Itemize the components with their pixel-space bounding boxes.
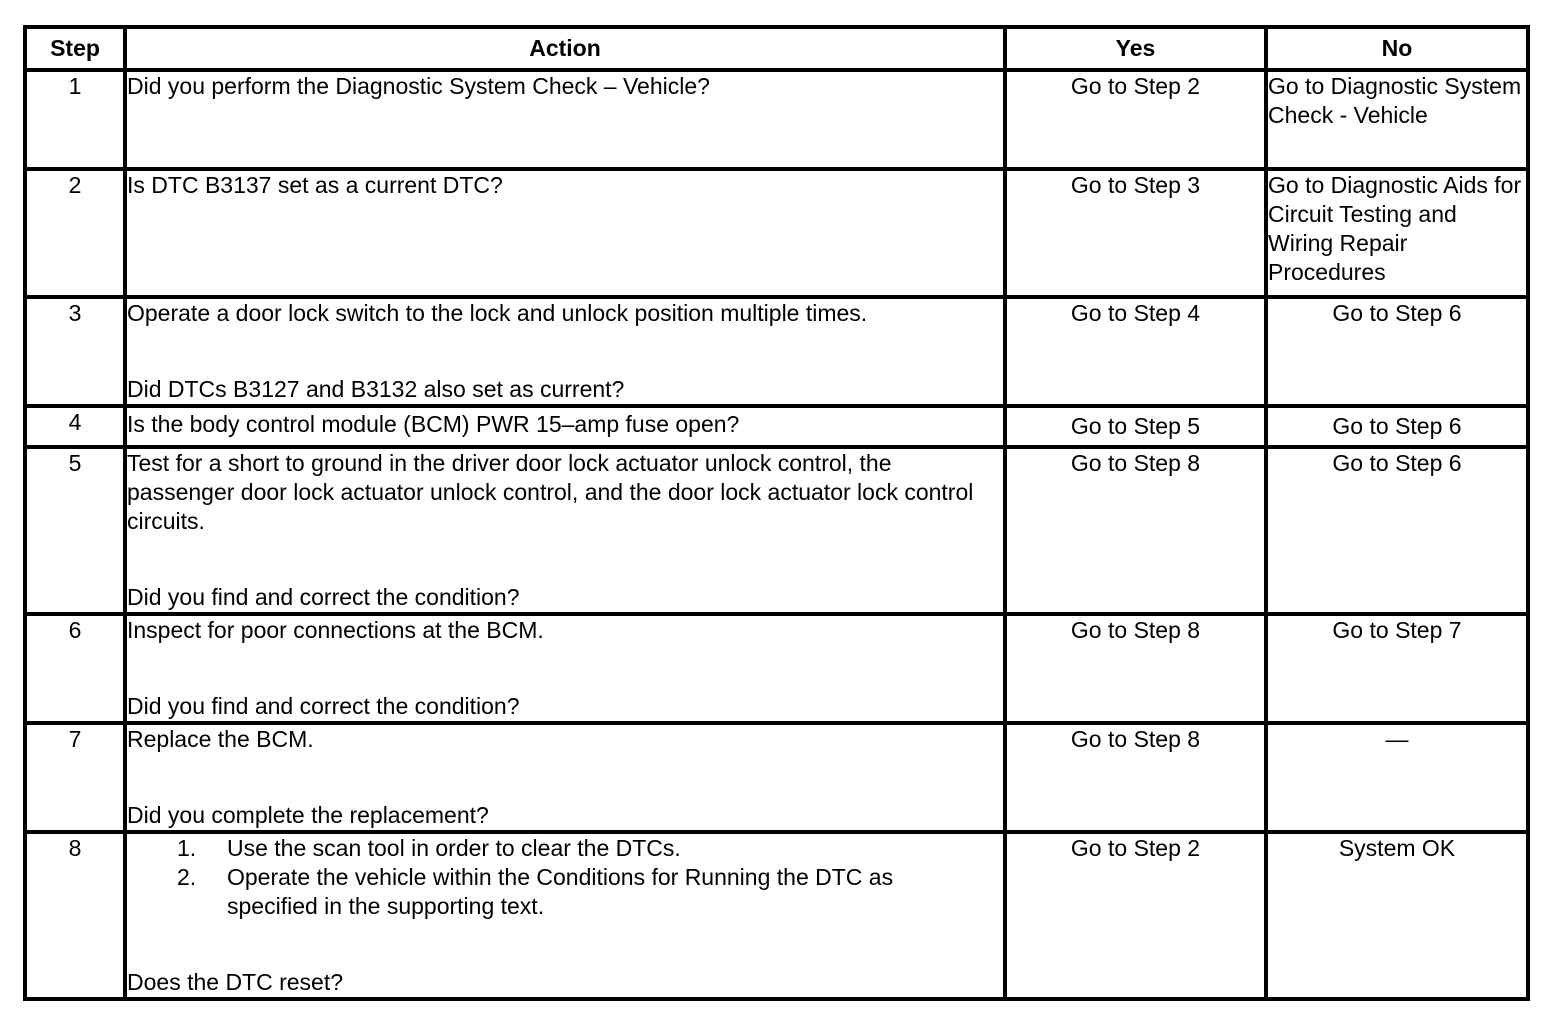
list-item: [177, 834, 1003, 863]
table-row: [25, 723, 1528, 832]
table-row: [25, 297, 1528, 406]
no-cell: Go to Step 6: [1266, 406, 1528, 447]
action-text: Is DTC B3137 set as a current DTC?: [127, 172, 503, 198]
table-row: [25, 832, 1528, 999]
action-text: Inspect for poor connections at the BCM.: [127, 617, 544, 643]
yes-cell: Go to Step 8: [1005, 723, 1266, 832]
action-cell: [125, 723, 1005, 832]
step-number: 1: [25, 70, 125, 169]
no-cell: Go to Diagnostic System Check - Vehicle: [1266, 70, 1528, 169]
step-number: 2: [25, 169, 125, 297]
yes-cell: Go to Step 8: [1005, 447, 1266, 614]
step-number: 8: [25, 832, 125, 999]
list-text: Operate the vehicle within the Conditions for Running the DTC as specified in the supporting text.: [227, 864, 894, 919]
list-text: Use the scan tool in order to clear the DTCs.: [227, 835, 681, 861]
yes-cell: Go to Step 2: [1005, 70, 1266, 169]
no-cell: System OK: [1266, 832, 1528, 999]
header-action: Action: [125, 27, 1005, 70]
action-text: Replace the BCM.: [127, 726, 314, 752]
yes-cell: Go to Step 8: [1005, 614, 1266, 723]
no-cell: Go to Step 6: [1266, 297, 1528, 406]
action-question: Did you complete the replacement?: [127, 802, 489, 828]
action-text: Operate a door lock switch to the lock and unlock position multiple times.: [127, 300, 868, 326]
no-cell: Go to Step 7: [1266, 614, 1528, 723]
table-row: [25, 447, 1528, 614]
table-row: [25, 614, 1528, 723]
table-row: [25, 406, 1528, 447]
action-question: Did you find and correct the condition?: [127, 693, 520, 719]
action-question: Did DTCs B3127 and B3132 also set as current?: [127, 376, 625, 402]
action-text: Did you perform the Diagnostic System Check – Vehicle?: [127, 73, 710, 99]
header-yes: Yes: [1005, 27, 1266, 70]
numbered-list: [127, 834, 1003, 921]
step-number: 3: [25, 297, 125, 406]
action-cell: [125, 406, 1005, 447]
table-row: [25, 70, 1528, 169]
action-cell: [125, 832, 1005, 999]
action-cell: [125, 447, 1005, 614]
header-step: Step: [25, 27, 125, 70]
action-cell: [125, 297, 1005, 406]
no-cell: Go to Diagnostic Aids for Circuit Testing and Wiring Repair Procedures: [1266, 169, 1528, 297]
list-item: [177, 863, 1003, 921]
list-number: 1.: [177, 835, 197, 861]
yes-cell: Go to Step 2: [1005, 832, 1266, 999]
action-cell: [125, 70, 1005, 169]
step-number: 7: [25, 723, 125, 832]
diagnostic-table: [23, 25, 1530, 1001]
table-row: [25, 169, 1528, 297]
action-cell: [125, 169, 1005, 297]
yes-cell: Go to Step 3: [1005, 169, 1266, 297]
list-number: 2.: [177, 864, 197, 890]
no-cell: Go to Step 6: [1266, 447, 1528, 614]
no-cell: —: [1266, 723, 1528, 832]
action-text: Test for a short to ground in the driver door lock actuator unlock control, the passenger door lock actuator unlock control, and the door lock actuator lock control circuits.: [127, 450, 974, 534]
step-number: 5: [25, 447, 125, 614]
action-cell: [125, 614, 1005, 723]
yes-cell: Go to Step 5: [1005, 406, 1266, 447]
action-question: Did you find and correct the condition?: [127, 584, 520, 610]
header-no: No: [1266, 27, 1528, 70]
header-row: [25, 27, 1528, 70]
action-question: Does the DTC reset?: [127, 969, 344, 995]
yes-cell: Go to Step 4: [1005, 297, 1266, 406]
step-number: 4: [25, 406, 125, 447]
action-text: Is the body control module (BCM) PWR 15–amp fuse open?: [127, 411, 740, 437]
step-number: 6: [25, 614, 125, 723]
